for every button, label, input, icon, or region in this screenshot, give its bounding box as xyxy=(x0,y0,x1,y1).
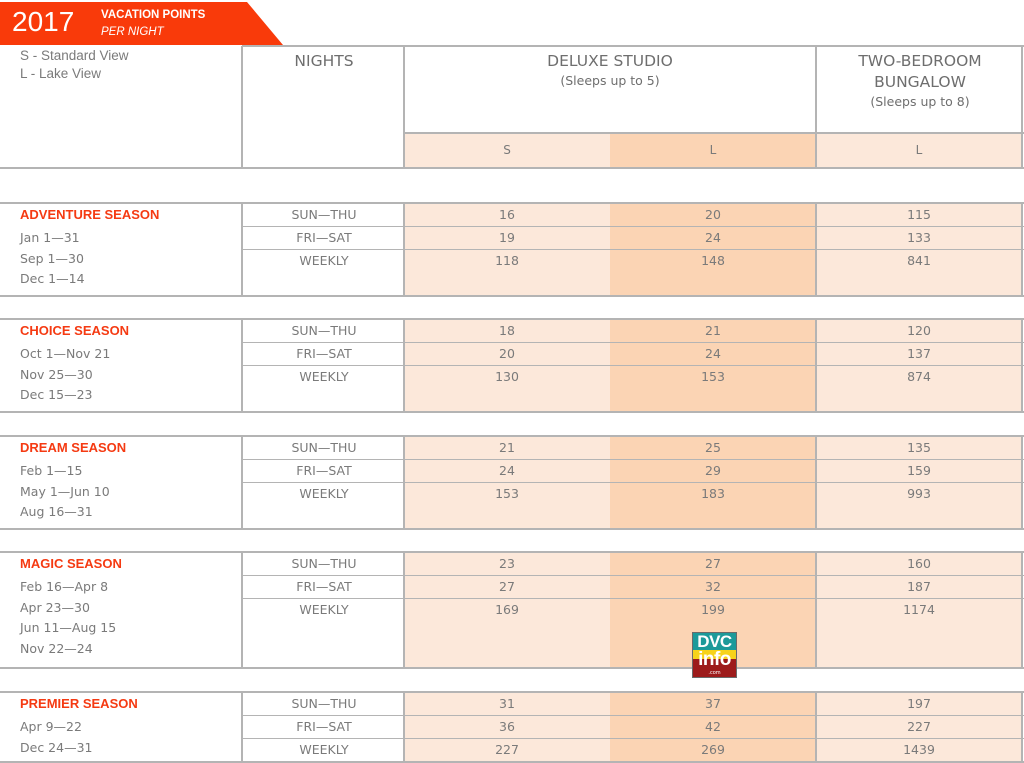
points-studio-s: 23 xyxy=(499,556,515,571)
season-date-range: May 1—Jun 10 xyxy=(20,483,110,499)
nights-label: FRI—SAT xyxy=(296,579,352,594)
points-studio-s: 24 xyxy=(499,463,515,478)
nights-header-label: NIGHTS xyxy=(294,52,354,70)
two-bedroom-sleeps: (Sleeps up to 8) xyxy=(870,94,970,109)
season-name: PREMIER SEASON xyxy=(20,696,138,711)
row-divider xyxy=(242,459,1024,460)
season-date-range: Dec 1—14 xyxy=(20,271,85,286)
season-date-range: Nov 22—24 xyxy=(20,640,93,656)
season-top-border xyxy=(0,691,1024,693)
season-date-range: Feb 16—Apr 8 xyxy=(20,579,109,594)
row-divider xyxy=(242,226,1024,227)
nights-label: WEEKLY xyxy=(299,486,349,501)
subheader-studio-l: L xyxy=(709,143,717,157)
season-top-border xyxy=(0,202,1024,204)
points-studio-l: 24 xyxy=(705,230,721,245)
points-studio-l: 20 xyxy=(705,207,721,222)
season-name: ADVENTURE SEASON xyxy=(20,207,160,222)
points-bungalow-l: 187 xyxy=(907,579,931,594)
nights-label: SUN—THU xyxy=(291,207,357,222)
points-studio-s: 19 xyxy=(499,230,515,245)
points-bungalow-l: 137 xyxy=(907,346,931,361)
season-bottom-border xyxy=(0,667,1024,669)
nights-label: WEEKLY xyxy=(299,253,349,268)
row-divider xyxy=(242,575,1024,576)
points-studio-l: 32 xyxy=(705,579,721,594)
points-studio-l: 25 xyxy=(705,440,721,455)
deluxe-studio-sleeps: (Sleeps up to 5) xyxy=(560,73,660,88)
points-studio-l: 27 xyxy=(705,556,721,571)
two-bedroom-title-line1: TWO-BEDROOM xyxy=(858,52,982,70)
nights-label: WEEKLY xyxy=(299,369,349,384)
row-divider xyxy=(242,249,1024,250)
nights-label: FRI—SAT xyxy=(296,719,352,734)
points-studio-s: 16 xyxy=(499,207,515,222)
points-studio-s: 130 xyxy=(495,369,519,384)
row-divider xyxy=(242,715,1024,716)
season-top-border xyxy=(0,318,1024,320)
season-date-range: Sep 1—30 xyxy=(20,250,84,266)
season-date-range: Dec 15—23 xyxy=(20,387,93,402)
points-studio-s: 21 xyxy=(499,440,515,455)
season-date-range: Nov 25—30 xyxy=(20,366,93,382)
points-studio-l: 148 xyxy=(701,253,725,268)
nights-label: FRI—SAT xyxy=(296,463,352,478)
nights-label: SUN—THU xyxy=(291,696,357,711)
nights-label: FRI—SAT xyxy=(296,230,352,245)
season-date-range: Jun 11—Aug 15 xyxy=(20,620,117,635)
nights-label: SUN—THU xyxy=(291,323,357,338)
season-date-range: Apr 9—22 xyxy=(20,719,82,734)
season-name: CHOICE SEASON xyxy=(20,323,130,338)
row-divider xyxy=(242,598,1024,599)
season-top-border xyxy=(0,435,1024,437)
season-date-range: Jan 1—31 xyxy=(20,230,80,245)
points-bungalow-l: 993 xyxy=(907,486,931,501)
points-studio-s: 31 xyxy=(499,696,515,711)
points-studio-l: 24 xyxy=(705,346,721,361)
season-name: DREAM SEASON xyxy=(20,440,127,455)
season-bottom-border xyxy=(0,411,1024,413)
col-divider-1 xyxy=(241,319,243,412)
nights-label: SUN—THU xyxy=(291,556,357,571)
points-studio-s: 227 xyxy=(495,742,519,757)
title-banner xyxy=(0,0,284,46)
season-date-range: Dec 24—31 xyxy=(20,739,93,755)
points-bungalow-l: 159 xyxy=(907,463,931,478)
points-bungalow-l: 120 xyxy=(907,323,931,338)
col-divider-1 xyxy=(241,692,243,762)
points-studio-s: 118 xyxy=(495,253,519,268)
points-bungalow-l: 115 xyxy=(907,207,931,222)
banner-title: VACATION POINTS xyxy=(101,9,206,21)
points-studio-l: 183 xyxy=(701,486,725,501)
header-subrow-border xyxy=(404,132,1024,134)
points-bungalow-l: 135 xyxy=(907,440,931,455)
season-top-border xyxy=(0,551,1024,553)
season-date-range: Feb 1—15 xyxy=(20,463,83,478)
logo-text-dvc: DVC xyxy=(697,632,732,651)
points-studio-s: 27 xyxy=(499,579,515,594)
points-studio-s: 169 xyxy=(495,602,519,617)
season-date-range: Aug 16—31 xyxy=(20,504,93,519)
deluxe-studio-title: DELUXE STUDIO xyxy=(547,52,673,70)
row-divider xyxy=(242,342,1024,343)
points-bungalow-l: 160 xyxy=(907,556,931,571)
banner-year: 2017 xyxy=(12,6,75,37)
points-studio-s: 20 xyxy=(499,346,515,361)
points-studio-l: 42 xyxy=(705,719,721,734)
season-date-range: Oct 1—Nov 21 xyxy=(20,346,111,361)
nights-label: WEEKLY xyxy=(299,742,349,757)
points-studio-s: 18 xyxy=(499,323,515,338)
nights-label: FRI—SAT xyxy=(296,346,352,361)
points-bungalow-l: 197 xyxy=(907,696,931,711)
deluxe-studio-header xyxy=(404,51,816,90)
col-divider-1 xyxy=(241,436,243,529)
col-divider-1 xyxy=(241,203,243,296)
row-divider xyxy=(242,738,1024,739)
nights-label: SUN—THU xyxy=(291,440,357,455)
legend-lake-view: L - Lake View xyxy=(20,66,102,81)
season-bottom-border xyxy=(0,528,1024,530)
points-studio-l: 21 xyxy=(705,323,721,338)
col-divider-1 xyxy=(241,552,243,668)
points-bungalow-l: 1439 xyxy=(903,742,935,757)
header-bottom-border xyxy=(0,167,1024,169)
points-bungalow-l: 841 xyxy=(907,253,931,268)
points-bungalow-l: 1174 xyxy=(903,602,935,617)
logo-text-com: .com xyxy=(708,670,721,676)
dvcinfo-logo xyxy=(692,632,737,678)
two-bedroom-title-line2: BUNGALOW xyxy=(874,73,966,91)
banner-subtitle: PER NIGHT xyxy=(101,26,164,38)
header-top-border xyxy=(242,45,1024,47)
logo-text-info: info xyxy=(698,649,731,670)
points-bungalow-l: 133 xyxy=(907,230,931,245)
points-studio-l: 37 xyxy=(705,696,721,711)
points-studio-l: 29 xyxy=(705,463,721,478)
row-divider xyxy=(242,365,1024,366)
nights-label: WEEKLY xyxy=(299,602,349,617)
points-studio-s: 153 xyxy=(495,486,519,501)
season-name: MAGIC SEASON xyxy=(20,556,122,571)
subheader-studio-s: S xyxy=(503,143,511,157)
season-date-range: Apr 23—30 xyxy=(20,599,90,615)
subheader-bungalow-l: L xyxy=(915,143,923,157)
season-bottom-border xyxy=(0,295,1024,297)
points-studio-l: 153 xyxy=(701,369,725,384)
nights-header xyxy=(244,51,404,72)
points-bungalow-l: 227 xyxy=(907,719,931,734)
points-studio-l: 269 xyxy=(701,742,725,757)
two-bedroom-header xyxy=(816,51,1024,111)
legend-standard-view: S - Standard View xyxy=(20,48,129,63)
header-divider-1 xyxy=(241,46,243,168)
points-bungalow-l: 874 xyxy=(907,369,931,384)
row-divider xyxy=(242,482,1024,483)
points-studio-l: 199 xyxy=(701,602,725,617)
points-studio-s: 36 xyxy=(499,719,515,734)
